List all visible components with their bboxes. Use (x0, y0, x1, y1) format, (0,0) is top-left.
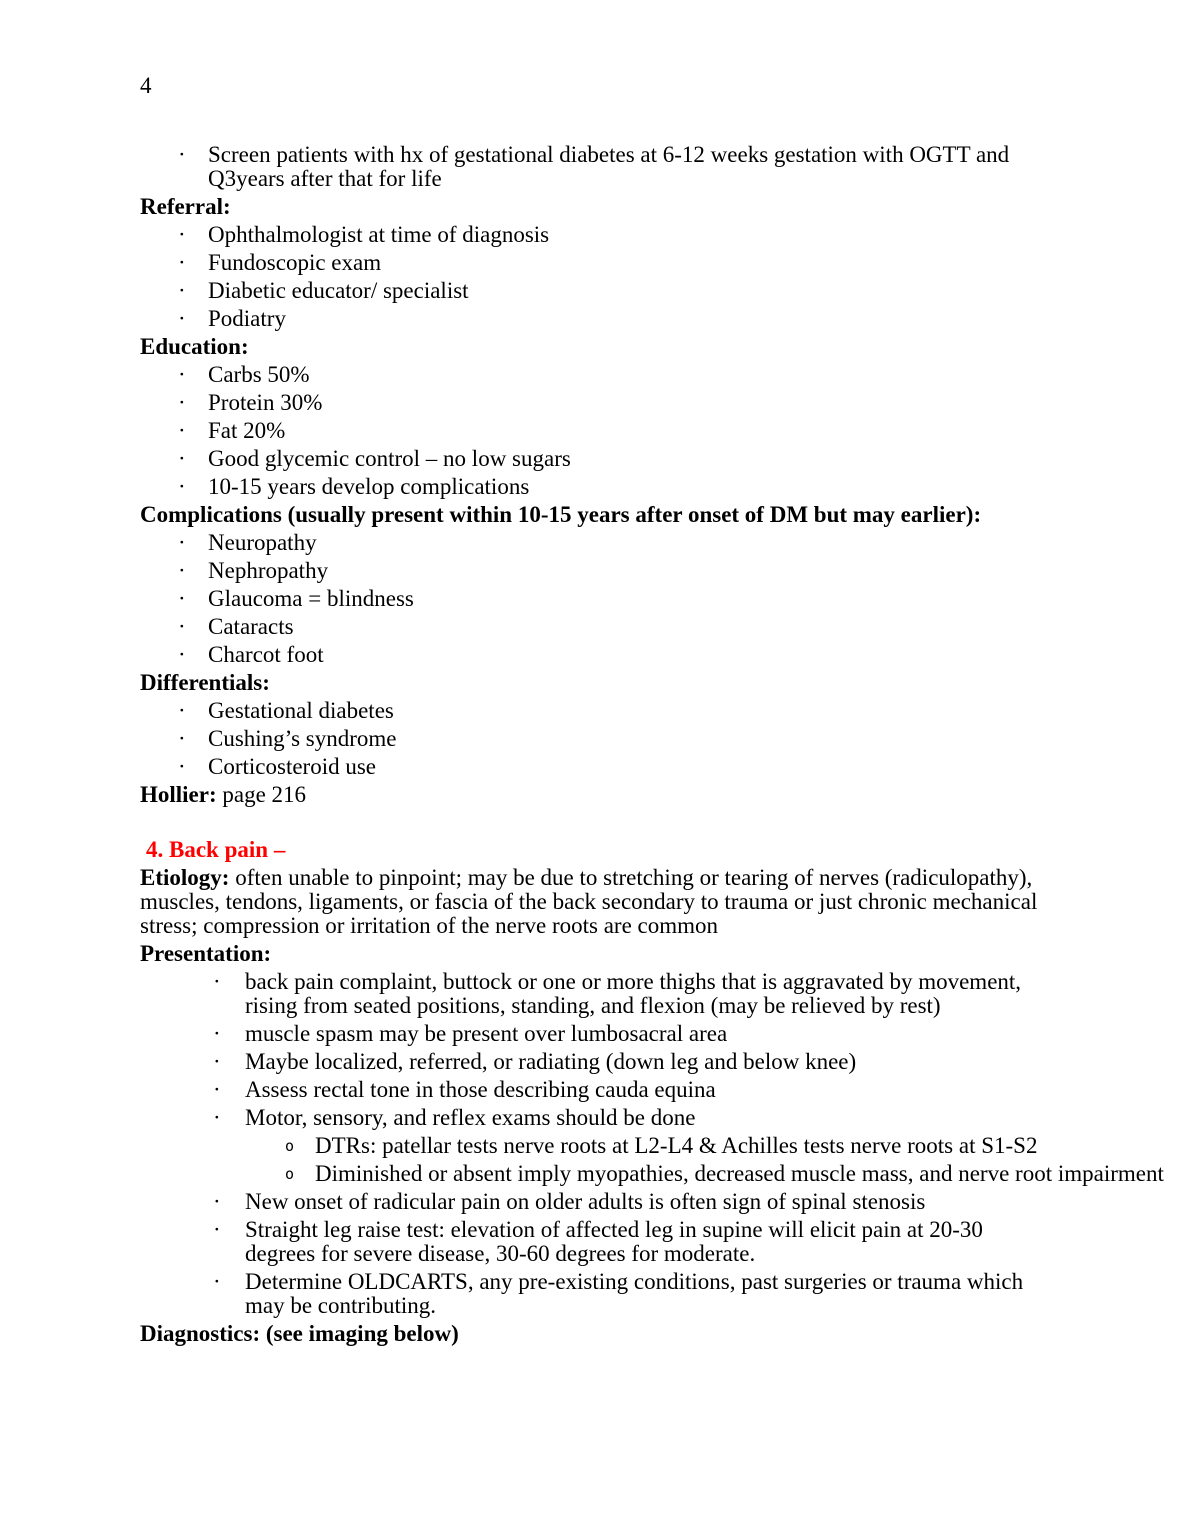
heading-referral: Referral: (140, 194, 231, 219)
list-item-text: Cataracts (208, 614, 294, 639)
heading-differentials: Differentials: (140, 670, 270, 695)
heading-presentation: Presentation: (140, 941, 272, 966)
list-item (140, 727, 1055, 751)
list-item (140, 615, 1055, 639)
bullet-icon: · (178, 530, 186, 555)
hollier-label: Hollier: (140, 782, 217, 807)
list-item (140, 391, 1055, 415)
bullet-icon: · (213, 1077, 221, 1102)
list-item (140, 223, 1055, 247)
list-item (140, 279, 1055, 303)
bullet-icon: · (213, 1269, 221, 1294)
bullet-icon: · (213, 969, 221, 994)
bullet-icon: · (178, 698, 186, 723)
bullet-icon: · (213, 1217, 221, 1242)
list-item (140, 1162, 1190, 1186)
bullet-icon: · (178, 222, 186, 247)
bullet-icon: · (178, 726, 186, 751)
list-item (140, 419, 1055, 443)
bullet-icon: · (178, 474, 186, 499)
list-item-text: Carbs 50% (208, 362, 310, 387)
list-item-text: Neuropathy (208, 530, 317, 555)
bullet-icon: · (178, 558, 186, 583)
list-item-text: Fat 20% (208, 418, 286, 443)
hollier-line (140, 783, 1055, 807)
list-item-text: Protein 30% (208, 390, 323, 415)
list-item (140, 643, 1055, 667)
page-number: 4 (140, 73, 152, 98)
heading-back-pain: 4. Back pain – (146, 837, 286, 862)
list-item (140, 307, 1055, 331)
list-item (140, 1106, 1055, 1130)
circle-bullet-icon: o (285, 1137, 295, 1155)
list-item-text: Diminished or absent imply myopathies, decreased muscle mass, and nerve root impairment (315, 1161, 1164, 1186)
bullet-icon: · (178, 446, 186, 471)
bullet-icon: · (178, 142, 186, 167)
bullet-icon: · (213, 1189, 221, 1214)
bullet-icon: · (178, 250, 186, 275)
bullet-icon: · (178, 642, 186, 667)
bullet-icon: · (178, 418, 186, 443)
circle-bullet-icon: o (285, 1165, 295, 1183)
list-item (140, 1078, 1055, 1102)
list-item (140, 1270, 1055, 1318)
list-item-text: muscle spasm may be present over lumbosacral area (245, 1021, 728, 1046)
list-item-text: Maybe localized, referred, or radiating (down leg and below knee) (245, 1049, 857, 1074)
list-item (140, 475, 1055, 499)
list-item (140, 1218, 1055, 1266)
list-item-text: Cushing’s syndrome (208, 726, 397, 751)
list-item (140, 1022, 1055, 1046)
bullet-icon: · (178, 614, 186, 639)
list-item (140, 699, 1055, 723)
etiology-label: Etiology: (140, 865, 230, 890)
bullet-icon: · (213, 1021, 221, 1046)
list-item-text: Motor, sensory, and reflex exams should be done (245, 1105, 696, 1130)
list-item-text: Nephropathy (208, 558, 329, 583)
bullet-icon: · (178, 390, 186, 415)
list-item-text: Determine OLDCARTS, any pre-existing conditions, past surgeries or trauma which may be contributing. (245, 1269, 1024, 1318)
heading-education: Education: (140, 334, 249, 359)
list-item-text: Diabetic educator/ specialist (208, 278, 469, 303)
hollier-text: page 216 (216, 782, 307, 807)
bullet-icon: · (178, 586, 186, 611)
list-item-text: Corticosteroid use (208, 754, 376, 779)
bullet-icon: · (178, 362, 186, 387)
list-item (140, 531, 1055, 555)
list-item-text: Charcot foot (208, 642, 324, 667)
document-body (140, 139, 1164, 1346)
list-item (140, 447, 1055, 471)
bullet-icon: · (178, 306, 186, 331)
list-item-text: Straight leg raise test: elevation of affected leg in supine will elicit pain at 20-30 degrees for severe disease, 30-60 degrees for moderate. (245, 1217, 983, 1266)
list-item-text: DTRs: patellar tests nerve roots at L2-L4 & Achilles tests nerve roots at S1-S2 (315, 1133, 1038, 1158)
list-item-text: Glaucoma = blindness (208, 586, 414, 611)
list-item-text: 10-15 years develop complications (208, 474, 530, 499)
list-item-text: Screen patients with hx of gestational diabetes at 6-12 weeks gestation with OGTT and Q3years after that for life (208, 142, 1010, 191)
bullet-icon: · (213, 1105, 221, 1130)
bullet-icon: · (213, 1049, 221, 1074)
list-item (140, 1050, 1055, 1074)
list-item (140, 755, 1055, 779)
list-item-text: Gestational diabetes (208, 698, 394, 723)
list-item-text: Assess rectal tone in those describing cauda equina (245, 1077, 716, 1102)
list-item (140, 1134, 1190, 1158)
list-item-text: New onset of radicular pain on older adults is often sign of spinal stenosis (245, 1189, 926, 1214)
list-item (140, 143, 1055, 191)
list-item (140, 1190, 1055, 1214)
diagnostics-line: Diagnostics: (see imaging below) (140, 1321, 459, 1346)
list-item-text: Ophthalmologist at time of diagnosis (208, 222, 550, 247)
etiology-paragraph (140, 866, 1055, 938)
list-item (140, 363, 1055, 387)
list-item (140, 587, 1055, 611)
list-item-text: Good glycemic control – no low sugars (208, 446, 571, 471)
list-item-text: Fundoscopic exam (208, 250, 382, 275)
bullet-icon: · (178, 278, 186, 303)
list-item-text: back pain complaint, buttock or one or more thighs that is aggravated by movement, rising from seated positions, standing, and flexion (may be relieved by rest) (245, 969, 1022, 1018)
bullet-icon: · (178, 754, 186, 779)
heading-complications: Complications (usually present within 10-15 years after onset of DM but may earlier): (140, 502, 982, 527)
list-item (140, 970, 1055, 1018)
etiology-text: often unable to pinpoint; may be due to stretching or tearing of nerves (radiculopathy), muscles, tendons, ligaments, or fascia of the back secondary to trauma or just chronic mechanical stress; compression or irritation of the nerve roots are common (140, 865, 1038, 938)
list-item-text: Podiatry (208, 306, 286, 331)
list-item (140, 559, 1055, 583)
blank-line (140, 807, 1055, 834)
list-item (140, 251, 1055, 275)
